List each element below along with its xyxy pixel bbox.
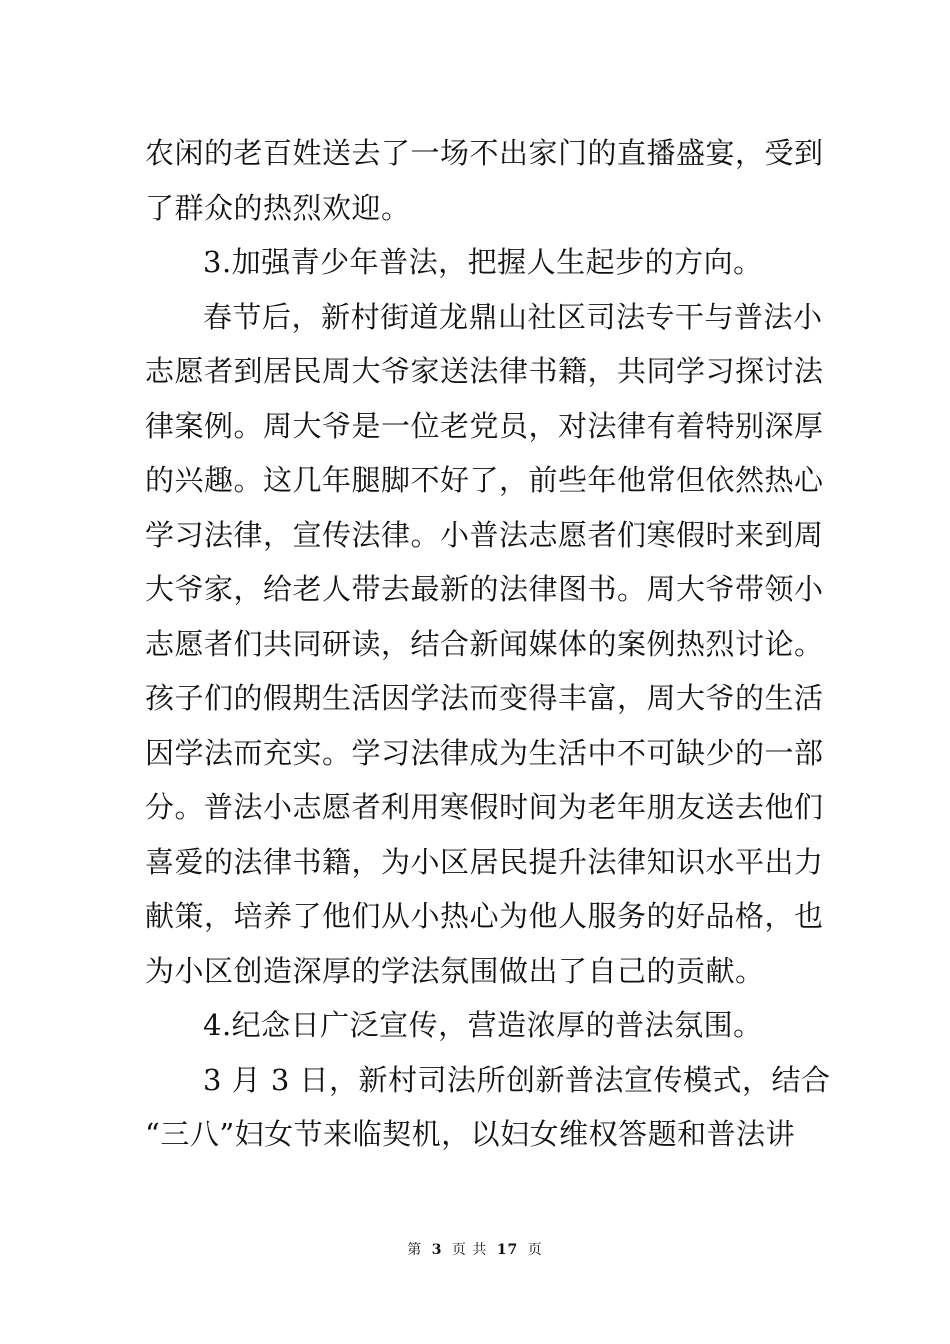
footer-page-number: 3 — [431, 1242, 443, 1258]
text-line: 了群众的热烈欢迎。 — [145, 190, 411, 225]
footer-middle: 页 共 — [451, 1242, 488, 1258]
text-line: 律案例。周大爷是一位老党员，对法律有着特别深厚 — [145, 408, 824, 443]
text-line: “三八”妇女节来临契机，以妇女维权答题和普法讲 — [145, 1117, 796, 1151]
text-line: 3.加强青少年普法，把握人生起步的方向。 — [203, 245, 763, 279]
page-footer — [0, 1240, 950, 1260]
text-line: 因学法而充实。学习法律成为生活中不可缺少的一部 — [145, 735, 824, 770]
footer-suffix: 页 — [527, 1242, 543, 1258]
footer-total-pages: 17 — [496, 1242, 519, 1258]
text-line: 献策，培养了他们从小热心为他人服务的好品格，也 — [145, 899, 824, 933]
text-line: 的兴趣。这几年腿脚不好了，前些年他常但依然热心 — [145, 463, 824, 497]
text-line: 为小区创造深厚的学法氛围做出了自己的贡献。 — [145, 953, 765, 988]
text-line: 大爷家，给老人带去最新的法律图书。周大爷带领小 — [145, 572, 824, 606]
text-line: 农闲的老百姓送去了一场不出家门的直播盛宴，受到 — [145, 136, 824, 170]
text-line: 志愿者到居民周大爷家送法律书籍，共同学习探讨法 — [145, 354, 824, 388]
text-line: 学习法律，宣传法律。小普法志愿者们寒假时来到周 — [145, 517, 824, 552]
text-line: 春节后，新村街道龙鼎山社区司法专干与普法小 — [203, 299, 823, 334]
text-line: 分。普法小志愿者利用寒假时间为老年朋友送去他们 — [145, 790, 824, 824]
text-line: 孩子们的假期生活因学法而变得丰富，周大爷的生活 — [145, 681, 824, 715]
text-line: 志愿者们共同研读，结合新闻媒体的案例热烈讨论。 — [145, 626, 824, 661]
text-line: 喜爱的法律书籍，为小区居民提升法律知识水平出力 — [145, 844, 824, 879]
text-line: 3 月 3 日，新村司法所创新普法宣传模式，结合 — [203, 1062, 831, 1097]
footer-prefix: 第 — [407, 1242, 423, 1258]
body-text — [145, 126, 831, 1162]
text-line: 4.纪念日广泛宣传，营造浓厚的普法氛围。 — [203, 1008, 763, 1042]
